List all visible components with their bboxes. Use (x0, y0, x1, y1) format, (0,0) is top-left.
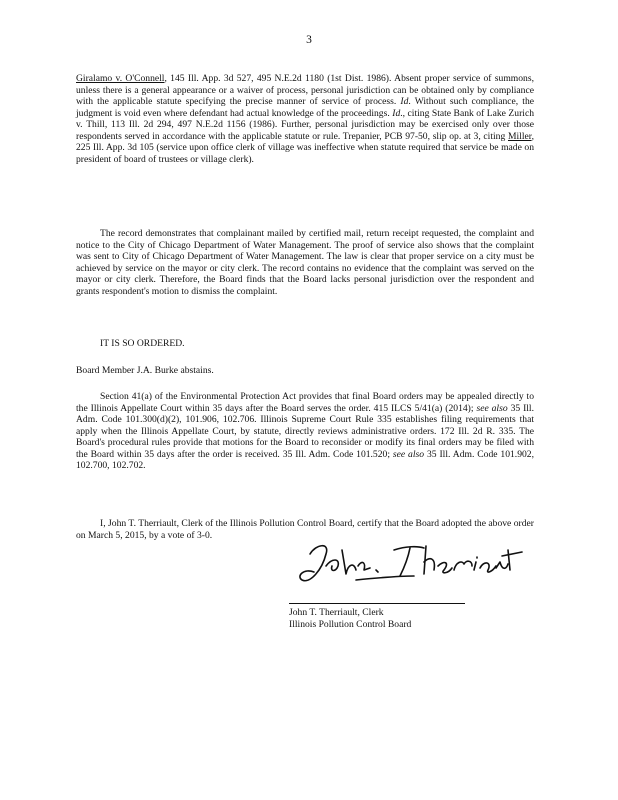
order-statement: IT IS SO ORDERED. (100, 338, 185, 349)
signatory-name: John T. Therriault, Clerk (289, 607, 384, 618)
paragraph-record-findings: The record demonstrates that complainant mailed by certified mail, return receipt requested, the complaint and notice to the City of Chicago Department of Water Management. The proof of service also shows that the complaint was sent to City of Chicago Department of Water Management. The law is clear that proper service on a city must be achieved by service on the mayor or city clerk. The record contains no evidence that the complaint was served on the mayor or city clerk. Therefore, the Board finds that the Board lacks personal jurisdiction over the respondent and grants respondent's motion to dismiss the complaint. (76, 228, 534, 297)
paragraph-text: 35 Ill. Adm. Code 101.300(d)(2), 101.906, 102.706. Illinois Supreme Court Rule 335 establishes filing requirements that apply when the Illinois Appellate Court, by statute, directly reviews administrative orders. 172 Ill. 2d R. 335. The Board's procedural rules provide that motions for the Board to reconsider or modify its final orders may be filed with the Board within 35 days after the order is received. 35 Ill. Adm. Code 101.520; (76, 402, 534, 460)
case-citation-giralamo: Giralamo v. O'Connell (76, 73, 165, 84)
signature-block (289, 607, 411, 630)
paragraph-text: Section 41(a) of the Environmental Protection Act provides that final Board orders may be appealed directly to the Illinois Appellate Court within 35 days after the Board serves the order. 415 ILCS 5/41(a) (2014); (76, 391, 534, 414)
paragraph-text: , 225 Ill. App. 3d 105 (service upon office clerk of village was ineffective when statute required that service be made on president of board of trustees or village clerk). (76, 130, 534, 165)
handwritten-signature (296, 540, 532, 594)
paragraph-text: . Without such compliance, the judgment is void even where defendant had actual knowledge of the proceedings. (76, 96, 534, 119)
paragraph-text: , 145 Ill. App. 3d 527, 495 N.E.2d 1180 (1st Dist. 1986). Absent proper service of summons, unless there is a general appearance or a waiver of process, personal jurisdiction can be obtained only by compliance with the applicable statute specifying the precise manner of service of process. (76, 73, 534, 108)
page-number: 3 (306, 34, 312, 46)
see-also-signal: see also (476, 402, 508, 414)
abstention-note: Board Member J.A. Burke abstains. (76, 365, 214, 376)
paragraph-text: ., citing State Bank of Lake Zurich v. Thill, 113 Ill. 2d 294, 497 N.E.2d 1156 (1986). Further, personal jurisdiction may be exercised only over those respondents served in accordance with the applicable statute or rule. Trepanier, PCB 97-50, slip op. at 3, citing (76, 107, 534, 142)
paragraph-jurisdiction-law (76, 73, 534, 165)
clerk-certification: I, John T. Therriault, Clerk of the Illinois Pollution Control Board, certify that the Board adopted the above order on March 5, 2015, by a vote of 3-0. (76, 518, 534, 541)
see-also-signal: see also (392, 448, 425, 460)
signatory-organization: Illinois Pollution Control Board (289, 618, 412, 630)
citation-id: Id (400, 96, 409, 108)
case-citation-miller: Miller (507, 130, 532, 142)
paragraph-appeal-rights (76, 391, 534, 472)
citation-id: Id (392, 107, 401, 119)
signature-line (289, 603, 465, 604)
paragraph-text: 35 Ill. Adm. Code 101.902, 102.700, 102.702. (76, 448, 534, 472)
